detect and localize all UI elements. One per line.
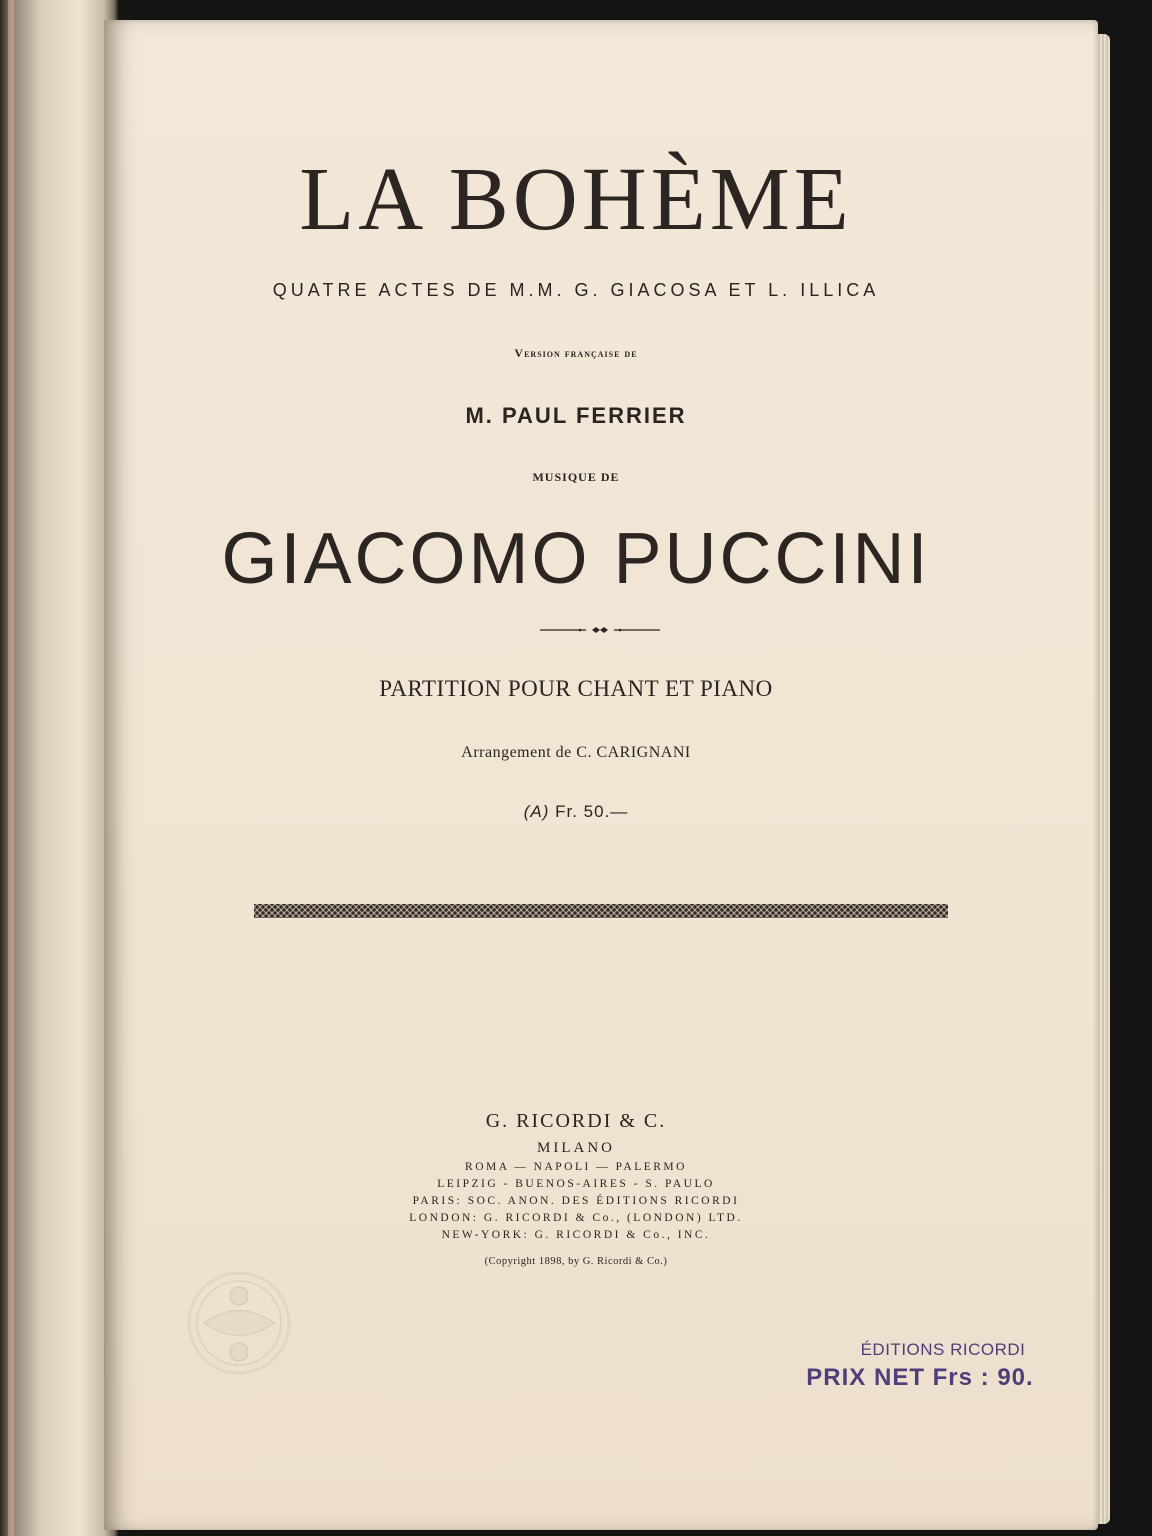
decorative-band <box>254 904 948 918</box>
music-label: MUSIQUE DE <box>532 470 620 484</box>
publisher-city: MILANO <box>537 1140 615 1156</box>
version-label: Version française de <box>514 346 638 360</box>
librettists-line: QUATRE ACTES DE M.M. G. GIACOSA ET L. ILLICA <box>272 280 880 300</box>
ornament-divider <box>540 626 660 634</box>
publisher-address: ROMA — NAPOLI — PALERMO <box>465 1161 687 1173</box>
price-category: (A) <box>523 802 550 821</box>
translator-name: M. PAUL FERRIER <box>465 403 687 428</box>
publisher-address: PARIS: SOC. ANON. DES ÉDITIONS RICORDI <box>412 1195 740 1207</box>
publisher-address: LONDON: G. RICORDI & Co., (LONDON) LTD. <box>409 1212 743 1224</box>
arrangement-credit: Arrangement de C. CARIGNANI <box>461 744 691 761</box>
score-subtitle: PARTITION POUR CHANT ET PIANO <box>379 676 773 701</box>
embossed-seal <box>184 1268 294 1378</box>
publisher-address: NEW-YORK: G. RICORDI & Co., INC. <box>441 1229 711 1241</box>
page-edges <box>1096 34 1110 1524</box>
composer-name: GIACOMO PUCCINI <box>221 519 931 599</box>
price-amount: Fr. 50.— <box>555 802 629 821</box>
price-line <box>0 802 1152 822</box>
copyright-notice: (Copyright 1898, by G. Ricordi & Co.) <box>484 1256 668 1267</box>
stamp-net-price: PRIX NET Frs : 90. <box>806 1364 1034 1391</box>
price-stamp <box>780 1340 1060 1392</box>
publisher-address: LEIPZIG - BUENOS-AIRES - S. PAULO <box>437 1178 715 1190</box>
publisher-name: G. RICORDI & C. <box>485 1110 667 1132</box>
stamp-publisher: ÉDITIONS RICORDI <box>860 1340 1026 1359</box>
opera-title: LA BOHÈME <box>299 150 853 249</box>
